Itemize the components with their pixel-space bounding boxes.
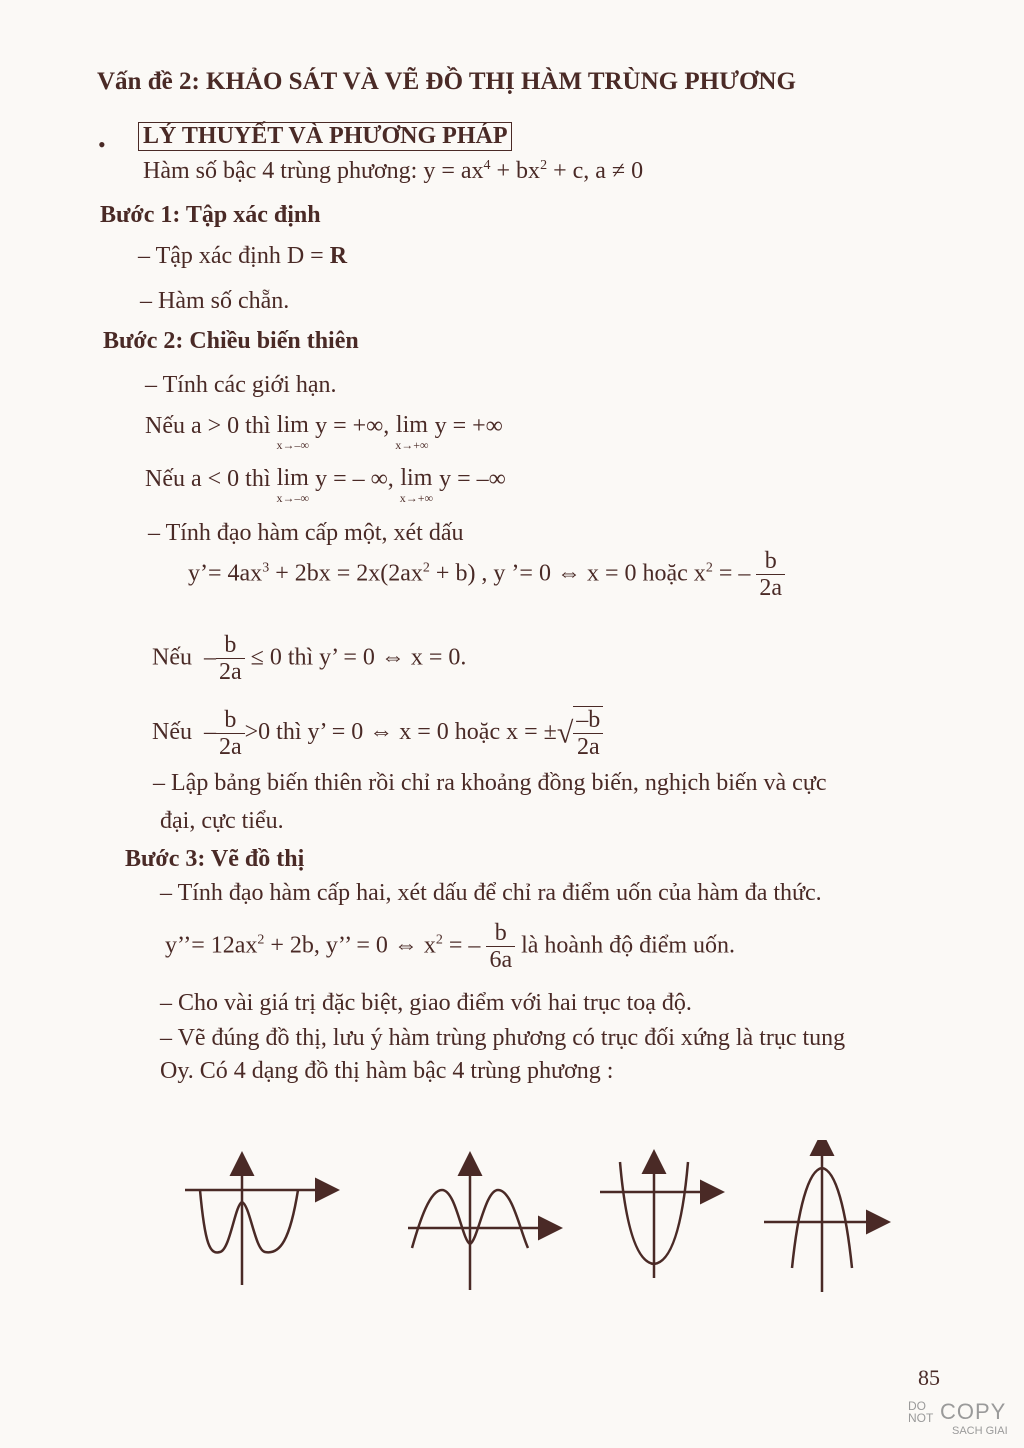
variation-table-line1: – Lập bảng biến thiên rồi chỉ ra khoảng đồng biến, nghịch biến và cực (153, 770, 827, 796)
step1-line1: – Tập xác định D = R (138, 243, 348, 269)
step1-heading: Bước 1: Tập xác định (100, 202, 321, 228)
step3-line1: – Tính đạo hàm cấp hai, xét dấu để chỉ ra điểm uốn của hàm đa thức. (160, 880, 822, 906)
condition-positive: Nếu – $\frac{b}{2a}$ >0 thì y’ = 0 ⇔ x = 0 hoặc x = ±√ $\frac{-b}{2a}$ (152, 706, 603, 761)
first-derivative-formula: y’= $4ax^3 + 2bx = 2x(2ax^2 + b)$ , y ’= 0 ⇔ x = 0 hoặc $x^2$ = – $\frac{b}{2a}$ (188, 548, 785, 602)
graph-u-shape (600, 1154, 720, 1278)
section-heading: LÝ THUYẾT VÀ PHƯƠNG PHÁP (138, 122, 512, 151)
condition-nonpositive: Nếu – $\frac{b}{2a}$ ≤ 0 thì y’ = 0 ⇔ x = 0. (152, 632, 467, 686)
graph-inverted-u-shape (764, 1140, 886, 1292)
step3-heading: Bước 3: Vẽ đồ thị (125, 846, 305, 872)
page-number: 85 (918, 1365, 940, 1390)
sqrt-icon: √ $\frac{-b}{2a}$ (557, 706, 603, 761)
graph-m-shape (408, 1156, 558, 1290)
page-title: Vấn đề 2: KHẢO SÁT VÀ VẼ ĐỒ THỊ HÀM TRÙNG PHƯƠNG (97, 68, 796, 95)
step2-line1: – Tính các giới hạn. (145, 372, 337, 398)
quartic-graphs (180, 1140, 900, 1300)
limit-case-positive: Nếu a > 0 thì lim x→–∞ y = +∞, lim x→+∞ y = +∞ (145, 412, 503, 452)
step1-line2: – Hàm số chẵn. (140, 288, 290, 314)
step3-line4: Oy. Có 4 dạng đồ thị hàm bậc 4 trùng phương : (160, 1058, 614, 1084)
step3-line2: – Cho vài giá trị đặc biệt, giao điểm với hai trục toạ độ. (160, 990, 692, 1016)
limit-case-negative: Nếu a < 0 thì lim x→–∞ y = – ∞, lim x→+∞ y = –∞ (145, 465, 506, 505)
variation-table-line2: đại, cực tiểu. (160, 808, 284, 834)
step3-line3: – Vẽ đúng đồ thị, lưu ý hàm trùng phương có trục đối xứng là trục tung (160, 1025, 846, 1051)
bullet-icon: • (98, 132, 106, 157)
derivative-line: – Tính đạo hàm cấp một, xét dấu (148, 520, 464, 546)
graph-w-shape (185, 1156, 335, 1285)
do-not-copy-stamp: DO NOT COPY SACH GIAI (908, 1399, 1008, 1437)
step2-heading: Bước 2: Chiều biến thiên (103, 328, 359, 354)
second-derivative-formula: y’’= $12ax^2 + 2b$, y’’ = 0 ⇔ $x^2$ = – $\frac{b}{6a}$ là hoành độ điểm uốn. (165, 920, 736, 974)
intro-formula: Hàm số bậc 4 trùng phương: $y = ax^4 + bx^2 + c$, a ≠ 0 (143, 158, 644, 184)
